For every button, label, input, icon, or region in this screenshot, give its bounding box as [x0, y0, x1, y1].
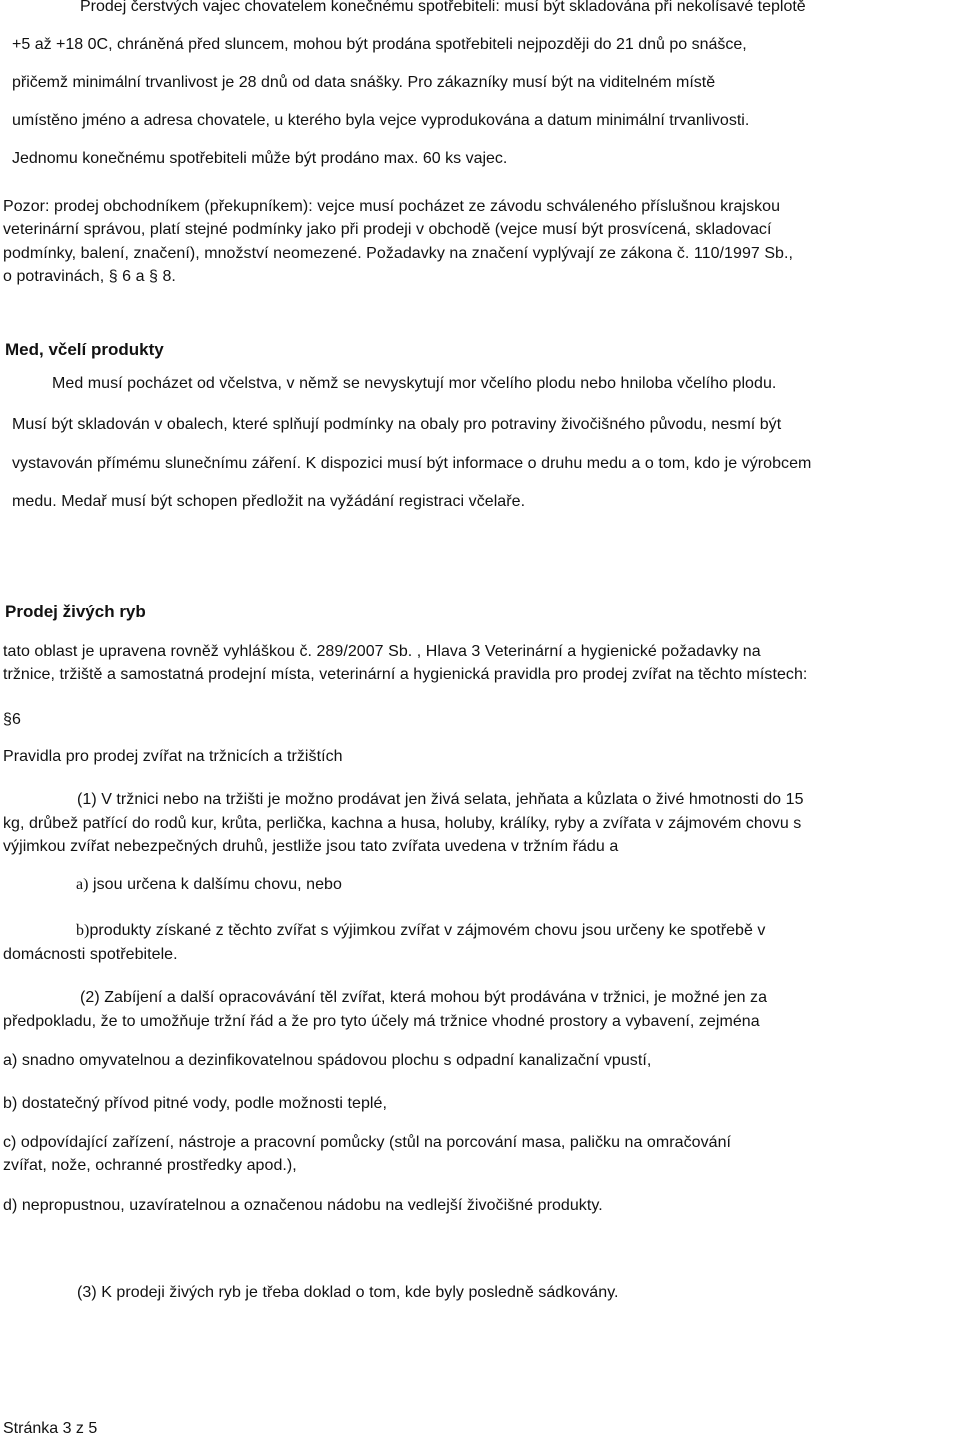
paragraph-number: §6	[3, 711, 21, 728]
warning-line-3: podmínky, balení, značení), množství neomezené. Požadavky na značení vyplývají ze zákona č. 110/1997 Sb.,	[3, 245, 793, 262]
rule-1-line-3: výjimkou zvířat nebezpečných druhů, jestliže jsou tato zvířata uvedena v tržním řádu a	[3, 838, 619, 855]
rule-1-line-1: (1) V tržnici nebo na tržišti je možno prodávat jen živá selata, jehňata a kůzlata o živé hmotnosti do 15	[77, 791, 804, 808]
rules-title: Pravidla pro prodej zvířat na tržnicích a tržištích	[3, 748, 343, 765]
rule-3: (3) K prodeji živých ryb je třeba doklad o tom, kde byly posledně sádkovány.	[77, 1284, 619, 1301]
eggs-line-3: přičemž minimální trvanlivost je 28 dnů od data snášky. Pro zákazníky musí být na viditelném místě	[12, 74, 716, 91]
honey-heading: Med, včelí produkty	[5, 340, 164, 359]
warning-line-1: Pozor: prodej obchodníkem (překupníkem): vejce musí pocházet ze závodu schváleného příslušnou krajskou	[3, 198, 781, 215]
item-b-text: produkty získané z těchto zvířat s výjimkou zvířat v zájmovém chovu jsou určeny ke spotřebě v	[89, 922, 766, 939]
warning-line-2: veterinární správou, platí stejné podmínky jako při prodeji v obchodě (vejce musí být prosvícená, skladovací	[3, 221, 772, 238]
honey-line-4: medu. Medař musí být schopen předložit na vyžádání registraci včelaře.	[12, 493, 526, 510]
honey-line-2: Musí být skladován v obalech, které splňují podmínky na obaly pro potraviny živočišného původu, nesmí být	[12, 416, 782, 433]
eggs-line-5: Jednomu konečnému spotřebiteli může být prodáno max. 60 ks vajec.	[12, 150, 508, 167]
item-b-line	[76, 922, 765, 940]
eggs-line-1: Prodej čerstvých vajec chovatelem konečnému spotřebiteli: musí být skladována při nekolísavé teplotě	[80, 0, 806, 15]
eggs-line-2: +5 až +18 0C, chráněná před sluncem, mohou být prodána spotřebiteli nejpozději do 21 dnů po snášce,	[12, 36, 747, 53]
honey-line-3: vystavován přímému slunečnímu záření. K dispozici musí být informace o druhu medu a o tom, kdo je výrobcem	[12, 455, 812, 472]
list-item-b: b) dostatečný přívod pitné vody, podle možnosti teplé,	[3, 1095, 387, 1112]
list-item-c-line-1: c) odpovídající zařízení, nástroje a pracovní pomůcky (stůl na porcování masa, paličku na omračování	[3, 1134, 732, 1151]
rule-1-line-2: kg, drůbež patřící do rodů kur, krůta, perlička, kachna a husa, holuby, králíky, ryby a zvířata v zájmovém chovu s	[3, 815, 802, 832]
eggs-line-4: umístěno jméno a adresa chovatele, u kterého byla vejce vyprodukována a datum minimální trvanlivosti.	[12, 112, 750, 129]
item-a-marker: a)	[76, 876, 89, 893]
rule-2-line-1: (2) Zabíjení a další opracovávání těl zvířat, která mohou být prodávána v tržnici, je možné jen za	[80, 989, 768, 1006]
list-item-d: d) nepropustnou, uzavíratelnou a označenou nádobu na vedlejší živočišné produkty.	[3, 1197, 603, 1214]
item-a-text: jsou určena k dalšímu chovu, nebo	[93, 876, 342, 893]
rule-2-line-2: předpokladu, že to umožňuje tržní řád a že pro tyto účely má tržnice vhodné prostory a vybavení, zejména	[3, 1013, 760, 1030]
warning-line-4: o potravinách, § 6 a § 8.	[3, 268, 176, 285]
honey-line-1: Med musí pocházet od včelstva, v němž se nevyskytují mor včelího plodu nebo hniloba včelího plodu.	[52, 375, 777, 392]
fish-heading: Prodej živých ryb	[5, 602, 146, 621]
list-item-a: a) snadno omyvatelnou a dezinfikovatelnou spádovou plochu s odpadní kanalizační vpustí,	[3, 1052, 652, 1069]
item-b-line-2: domácnosti spotřebitele.	[3, 946, 178, 963]
list-item-c-line-2: zvířat, nože, ochranné prostředky apod.),	[3, 1157, 297, 1174]
item-a-line	[76, 876, 342, 894]
page-number: Stránka 3 z 5	[3, 1420, 98, 1437]
fish-intro-1: tato oblast je upravena rovněž vyhláškou č. 289/2007 Sb. , Hlava 3 Veterinární a hygienické požadavky na	[3, 643, 761, 660]
item-b-marker: b)	[76, 922, 90, 939]
fish-intro-2: tržnice, tržiště a samostatná prodejní místa, veterinární a hygienická pravidla pro prodej zvířat na těchto místech:	[3, 666, 808, 683]
